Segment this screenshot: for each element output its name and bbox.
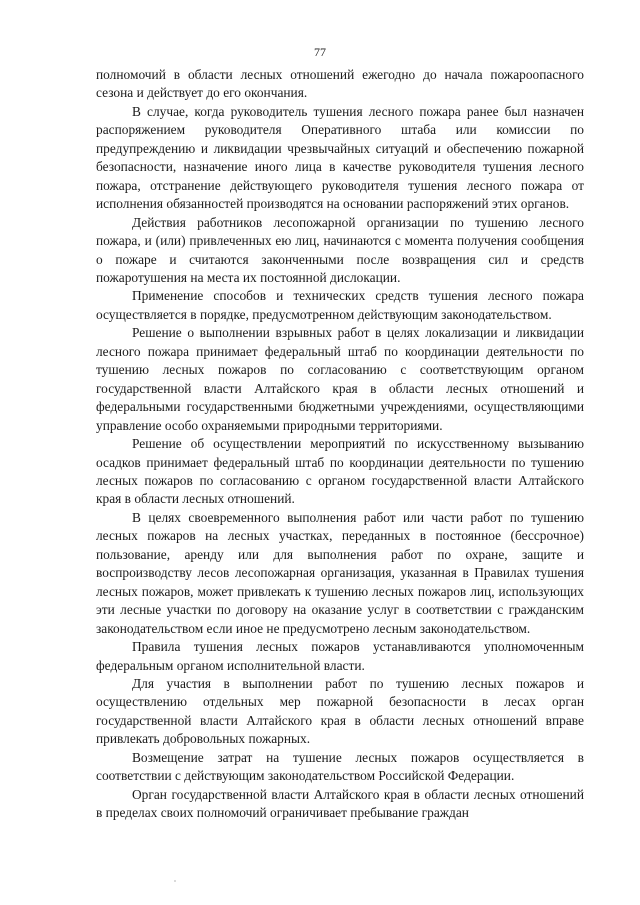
paragraph-firefighting-actions: Действия работников лесопожарной организации по тушению лесного пожара, и (или) привлеченных ею лиц, начинаются с момента получения сообщения о пожаре и считаются законченными после возвращения сил и средств пожаротушения на места их постоянной дислокации.	[96, 214, 584, 285]
paragraph-continuation: полномочий в области лесных отношений ежегодно до начала пожароопасного сезона и действует до его окончания.	[96, 67, 584, 101]
document-body	[96, 66, 584, 823]
paragraph-artificial-precipitation: Решение об осуществлении мероприятий по искусственному вызыванию осадков принимает федеральный штаб по координации деятельности по тушению лесных пожаров по согласованию с органом государственной власти Алтайского края в области лесных отношений.	[96, 436, 584, 507]
paragraph-timely-works: В целях своевременного выполнения работ или части работ по тушению лесных пожаров на лесных участках, переданных в постоянное (бессрочное) пользование, аренду или для выполнения работ по охране, защите и воспроизводству лесов лесопожарная организация, указанная в Правилах тушения лесных пожаров, может привлекать к тушению лесных пожаров лиц, использующих эти лесные участки по договору на оказание услуг в соответствии с гражданским законодательством если иное не предусмотрено лесным законодательством.	[96, 509, 584, 636]
paragraph-cost-reimbursement: Возмещение затрат на тушение лесных пожаров осуществляется в соответствии с действующим законодательством Российской Федерации.	[96, 749, 584, 784]
paragraph-fire-manager-appointment: В случае, когда руководитель тушения лесного пожара ранее был назначен распоряжением руководителя Оперативного штаба или комиссии по предупреждению и ликвидации чрезвычайных ситуаций и обеспечению пожарной безопасности, назначение иного лица в качестве руководителя тушения лесного пожара, отстранение действующего руководителя тушения лесного пожара от исполнения обязанностей производятся на основании распоряжений этих органов.	[96, 103, 584, 212]
page-number: 77	[314, 45, 326, 59]
paragraph-volunteer-firefighters: Для участия в выполнении работ по тушению лесных пожаров и осуществлению отдельных мер пожарной безопасности в лесах орган государственной власти Алтайского края в области лесных отношений вправе привлекать добровольных пожарных.	[96, 675, 584, 747]
paragraph-methods-and-means: Применение способов и технических средств тушения лесного пожара осуществляется в порядке, предусмотренном действующим законодательством.	[96, 288, 584, 322]
paragraph-restriction-of-stay: Орган государственной власти Алтайского края в области лесных отношений в пределах своих полномочий ограничивает пребывание граждан	[96, 786, 584, 821]
paragraph-explosive-works: Решение о выполнении взрывных работ в целях локализации и ликвидации лесного пожара принимает федеральный штаб по координации деятельности по тушению лесных пожаров по согласованию с соответствующим органом государственной власти Алтайского края в области лесных отношений и федеральными государственными бюджетными учреждениями, осуществляющими управление особо охраняемыми природными территориями.	[96, 325, 584, 433]
paragraph-rules: Правила тушения лесных пожаров устанавливаются уполномоченным федеральным органом исполнительной власти.	[96, 639, 584, 673]
scan-speck	[174, 880, 176, 882]
